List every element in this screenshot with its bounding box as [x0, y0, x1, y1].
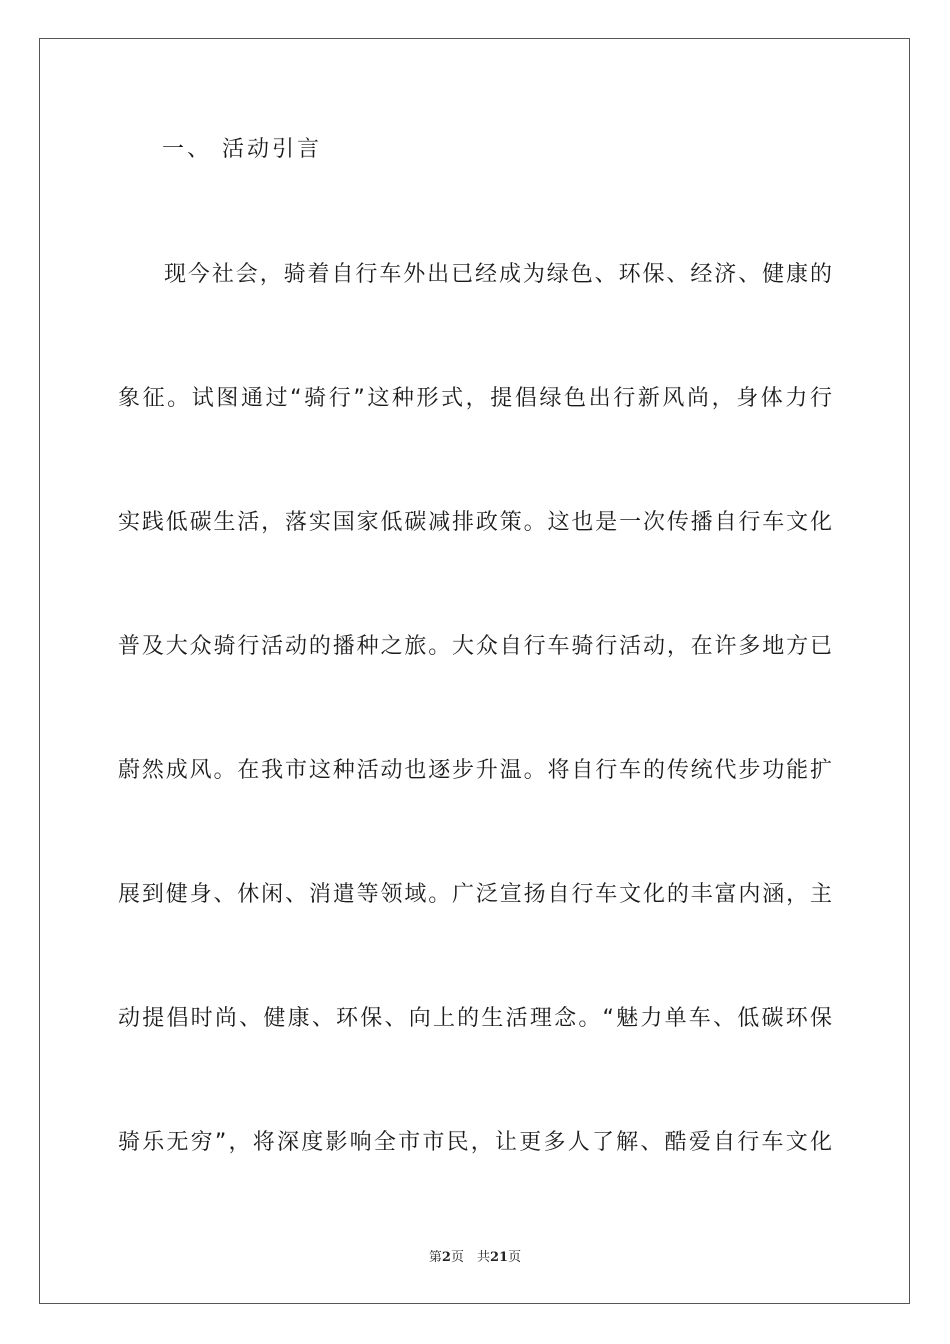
paragraph-line-2: 象征。试图通过“骑行”这种形式，提倡绿色出行新风尚，身体力行 — [118, 386, 832, 411]
section-number: 一、 — [162, 137, 213, 162]
paragraph-line-1: 现今社会，骑着自行车外出已经成为绿色、环保、经济、健康的 — [164, 262, 832, 287]
paragraph-line-4: 普及大众骑行活动的播种之旅。大众自行车骑行活动，在许多地方已 — [118, 634, 832, 659]
section-heading — [162, 134, 322, 166]
paragraph-line-7: 动提倡时尚、健康、环保、向上的生活理念。“魅力单车、低碳环保 — [118, 1006, 832, 1031]
section-title: 活动引言 — [222, 137, 323, 162]
paragraph-line-6: 展到健身、休闲、消遣等领域。广泛宣扬自行车文化的丰富内涵，主 — [118, 882, 832, 907]
footer-current-page: 2 — [441, 1250, 451, 1265]
paragraph-line-3: 实践低碳生活，落实国家低碳减排政策。这也是一次传播自行车文化 — [118, 510, 832, 535]
footer-middle: 页 共 — [450, 1250, 490, 1265]
footer-prefix: 第 — [428, 1250, 442, 1265]
page-border — [39, 38, 910, 1304]
page-footer — [0, 1249, 950, 1267]
footer-suffix: 页 — [508, 1250, 522, 1265]
paragraph-line-5: 蔚然成风。在我市这种活动也逐步升温。将自行车的传统代步功能扩 — [118, 758, 832, 783]
paragraph-line-8: 骑乐无穷”，将深度影响全市市民，让更多人了解、酷爱自行车文化 — [118, 1130, 832, 1155]
footer-total-pages: 21 — [489, 1250, 509, 1265]
